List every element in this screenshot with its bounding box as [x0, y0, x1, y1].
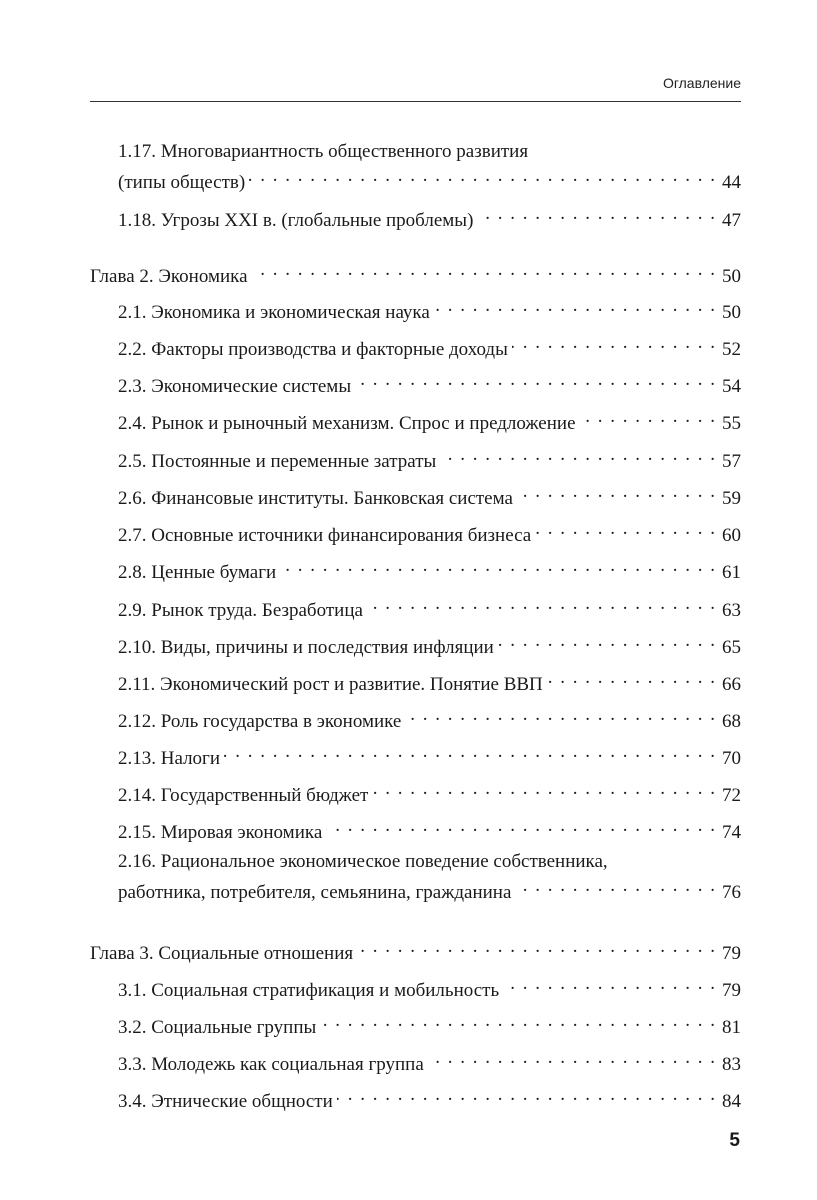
- toc-section-entry[interactable]: [118, 202, 741, 233]
- entry-page-number: 59: [722, 488, 741, 509]
- entry-title: 2.4. Рынок и рыночный механизм. Спрос и предложение: [118, 413, 576, 434]
- page-number: 5: [729, 1130, 740, 1151]
- toc-section-entry[interactable]: [118, 740, 741, 771]
- entry-page-number: 66: [722, 674, 741, 695]
- dot-leader: [440, 443, 715, 467]
- entry-title: работника, потребителя, семьянина, гражданина: [118, 882, 512, 903]
- dot-leader: [535, 517, 715, 541]
- entry-title: 2.15. Мировая экономика: [118, 822, 323, 843]
- entry-title: 2.11. Экономический рост и развитие. Понятие ВВП: [118, 674, 543, 695]
- dot-leader: [320, 1009, 715, 1033]
- dot-leader: [503, 972, 715, 996]
- toc-section-entry[interactable]: [118, 972, 741, 1003]
- toc-section-entry[interactable]: [118, 703, 741, 734]
- toc-section-entry[interactable]: [118, 850, 741, 905]
- entry-page-number: 50: [722, 266, 741, 287]
- dot-leader: [515, 874, 715, 898]
- running-header: Оглавление: [662, 75, 741, 91]
- toc-section-entry[interactable]: [118, 294, 741, 325]
- entry-page-number: 44: [722, 172, 741, 193]
- entry-title: 2.7. Основные источники финансирования бизнеса: [118, 525, 532, 546]
- entry-title: 2.9. Рынок труда. Безработица: [118, 600, 363, 621]
- header-rule: [90, 101, 741, 102]
- toc-section-entry[interactable]: [118, 1046, 741, 1077]
- toc-chapter-entry[interactable]: [90, 935, 741, 966]
- dot-leader: [512, 331, 715, 355]
- entry-title: 3.1. Социальная стратификация и мобильность: [118, 980, 500, 1001]
- dot-leader: [337, 1083, 715, 1107]
- entry-page-number: 50: [722, 302, 741, 323]
- entry-page-number: 57: [722, 451, 741, 472]
- dot-leader: [498, 629, 715, 653]
- dot-leader: [477, 202, 715, 226]
- entry-title: 2.3. Экономические системы: [118, 376, 352, 397]
- entry-title: 3.2. Социальные группы: [118, 1017, 317, 1038]
- entry-page-number: 81: [722, 1017, 741, 1038]
- dot-leader: [434, 294, 715, 318]
- entry-page-number: 84: [722, 1091, 741, 1112]
- toc-chapter-entry[interactable]: [90, 258, 741, 289]
- entry-title-line: 2.16. Рациональное экономическое поведение собственника,: [118, 851, 608, 872]
- entry-title: Глава 2. Экономика: [90, 266, 248, 287]
- dot-leader: [367, 592, 715, 616]
- entry-title: 2.8. Ценные бумаги: [118, 562, 277, 583]
- entry-page-number: 55: [722, 413, 741, 434]
- entry-title-line: 1.17. Многовариантность общественного развития: [118, 141, 529, 162]
- toc-section-entry[interactable]: [118, 666, 741, 697]
- toc-section-entry[interactable]: [118, 405, 741, 436]
- dot-leader: [355, 368, 715, 392]
- entry-page-number: 79: [722, 943, 741, 964]
- dot-leader: [224, 740, 715, 764]
- toc-section-entry[interactable]: [118, 814, 741, 845]
- entry-title: 2.5. Постоянные и переменные затраты: [118, 451, 437, 472]
- entry-title: 3.4. Этнические общности: [118, 1091, 333, 1112]
- dot-leader: [252, 258, 715, 282]
- entry-page-number: 54: [722, 376, 741, 397]
- entry-title: 3.3. Молодежь как социальная группа: [118, 1054, 424, 1075]
- entry-page-number: 52: [722, 339, 741, 360]
- dot-leader: [372, 777, 715, 801]
- entry-title: 2.13. Налоги: [118, 748, 221, 769]
- dot-leader: [249, 164, 715, 188]
- entry-title: 2.12. Роль государства в экономике: [118, 711, 402, 732]
- entry-page-number: 83: [722, 1054, 741, 1075]
- entry-page-number: 68: [722, 711, 741, 732]
- entry-title: 2.6. Финансовые институты. Банковская система: [118, 488, 513, 509]
- dot-leader: [357, 935, 715, 959]
- entry-title: 2.1. Экономика и экономическая наука: [118, 302, 430, 323]
- toc-section-entry[interactable]: [118, 517, 741, 548]
- toc-section-entry[interactable]: [118, 331, 741, 362]
- toc-section-entry[interactable]: [118, 140, 741, 195]
- entry-title: 2.14. Государственный бюджет: [118, 785, 369, 806]
- dot-leader: [280, 554, 715, 578]
- toc-section-entry[interactable]: [118, 480, 741, 511]
- entry-page-number: 79: [722, 980, 741, 1001]
- entry-page-number: 70: [722, 748, 741, 769]
- entry-page-number: 76: [722, 882, 741, 903]
- toc-section-entry[interactable]: [118, 629, 741, 660]
- toc-section-entry[interactable]: [118, 368, 741, 399]
- entry-page-number: 72: [722, 785, 741, 806]
- toc-section-entry[interactable]: [118, 592, 741, 623]
- toc-section-entry[interactable]: [118, 777, 741, 808]
- entry-page-number: 74: [722, 822, 741, 843]
- dot-leader: [428, 1046, 715, 1070]
- dot-leader: [405, 703, 715, 727]
- toc-section-entry[interactable]: [118, 1009, 741, 1040]
- toc-section-entry[interactable]: [118, 554, 741, 585]
- dot-leader: [517, 480, 715, 504]
- dot-leader: [326, 814, 715, 838]
- entry-page-number: 63: [722, 600, 741, 621]
- dot-leader: [547, 666, 715, 690]
- entry-title: 1.18. Угрозы XXI в. (глобальные проблемы): [118, 210, 474, 231]
- dot-leader: [580, 405, 715, 429]
- entry-page-number: 60: [722, 525, 741, 546]
- entry-page-number: 61: [722, 562, 741, 583]
- entry-page-number: 47: [722, 210, 741, 231]
- toc-section-entry[interactable]: [118, 443, 741, 474]
- entry-title: Глава 3. Социальные отношения: [90, 943, 354, 964]
- entry-title: 2.10. Виды, причины и последствия инфляции: [118, 637, 494, 658]
- entry-title: 2.2. Факторы производства и факторные доходы: [118, 339, 508, 360]
- toc-section-entry[interactable]: [118, 1083, 741, 1114]
- entry-page-number: 65: [722, 637, 741, 658]
- entry-title: (типы обществ): [118, 172, 246, 193]
